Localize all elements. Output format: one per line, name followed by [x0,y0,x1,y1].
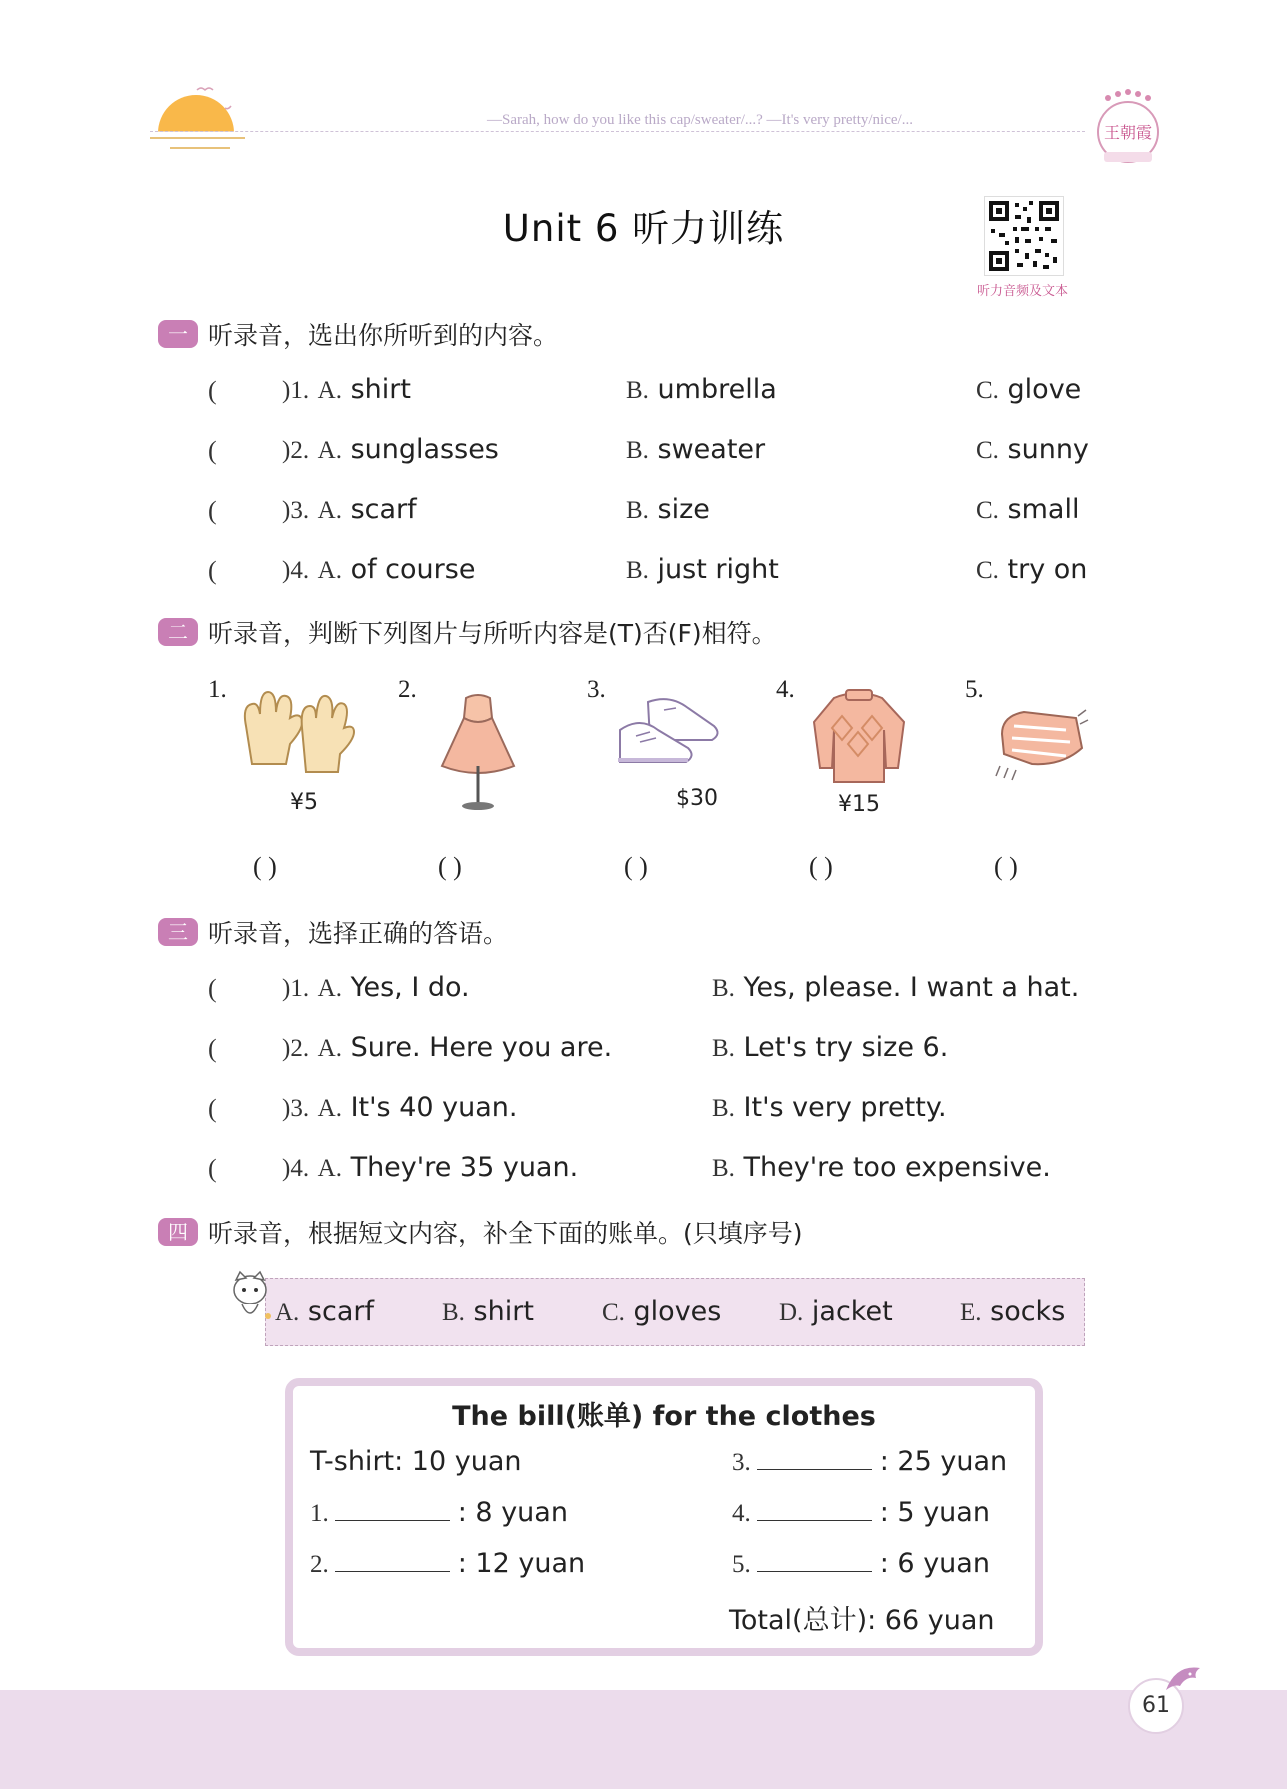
list-item: )2. A. Sure. Here you are. [282,1032,613,1063]
page-title: Unit 6 听力训练 [502,207,785,250]
bill-line-4: 4. : 5 yuan [732,1497,990,1528]
bill-line-1: 1. : 8 yuan [310,1497,568,1528]
section-badge: 一 [158,320,198,348]
option-c: C. glove [976,374,1082,405]
page-number: 61 [1128,1678,1184,1734]
word-bank-item: B. shirt [442,1296,534,1327]
option-c: C. try on [976,554,1088,585]
header-rule [150,131,1085,132]
sneakers-icon [614,688,726,784]
section-instruction: 听录音，选出你所听到的内容。 [208,321,559,350]
price-label: $30 [676,786,718,811]
blank-field[interactable] [757,1549,872,1572]
sun-divider [150,137,245,139]
word-bank-item: A. scarf [275,1296,374,1327]
answer-paren[interactable]: ( [208,1094,217,1123]
section-4-heading [158,1214,803,1250]
section-badge: 三 [158,918,198,946]
list-item: )1. A. Yes, I do. [282,972,470,1003]
blank-field[interactable] [757,1447,872,1470]
answer-paren[interactable]: ( [208,376,217,405]
picture-number: 5. [965,676,984,703]
answer-paren[interactable]: ( ) [624,852,648,881]
section-3-heading [158,914,508,950]
gloves-icon [236,686,368,782]
bill-tshirt: T-shirt: 10 yuan [310,1446,522,1477]
cat-mascot-icon [228,1270,272,1328]
section-badge: 四 [158,1218,198,1246]
answer-paren[interactable]: ( [208,1034,217,1063]
section-instruction: 听录音，选择正确的答语。 [208,919,509,948]
option-b: B. sweater [626,434,766,465]
answer-paren[interactable]: ( [208,974,217,1003]
section-2-heading [158,614,777,650]
picture-number: 3. [587,676,606,703]
option-b: B. Yes, please. I want a hat. [712,972,1080,1003]
option-b: B. just right [626,554,779,585]
list-item: )3. A. scarf [282,494,417,525]
section-instruction: 听录音，根据短文内容，补全下面的账单。(只填序号) [208,1219,803,1248]
option-b: B. size [626,494,710,525]
blank-field[interactable] [335,1498,450,1521]
bill-line-2: 2. : 12 yuan [310,1548,586,1579]
price-label: ¥15 [838,792,880,817]
word-bank-item: D. jacket [779,1296,893,1327]
word-bank-item: E. socks [960,1296,1066,1327]
picture-number: 1. [208,676,227,703]
list-item: )4. A. They're 35 yuan. [282,1152,579,1183]
picture-number: 4. [776,676,795,703]
list-item: )4. A. of course [282,554,476,585]
list-item: )3. A. It's 40 yuan. [282,1092,518,1123]
svg-text:王朝霞: 王朝霞 [1103,123,1153,142]
answer-paren[interactable]: ( ) [994,852,1018,881]
picture-number: 2. [398,676,417,703]
price-label: ¥5 [290,790,318,815]
section-instruction: 听录音，判断下列图片与所听内容是(T)否(F)相符。 [208,619,777,648]
option-b: B. It's very pretty. [712,1092,947,1123]
section-badge: 二 [158,618,198,646]
option-b: B. Let's try size 6. [712,1032,949,1063]
bird-icon [195,82,235,122]
sun-divider [170,147,230,149]
scarf-icon [994,704,1090,784]
bill-line-5: 5. : 6 yuan [732,1548,990,1579]
word-bank-item: C. gloves [602,1296,722,1327]
answer-paren[interactable]: ( [208,496,217,525]
answer-paren[interactable]: ( ) [438,852,462,881]
section-1-heading [158,316,558,352]
running-header: —Sarah, how do you like this cap/sweater/...? —It's very pretty/nice/... [487,112,913,128]
dolphin-icon [1160,1660,1210,1710]
blank-field[interactable] [335,1549,450,1572]
option-c: C. sunny [976,434,1089,465]
bill-total: Total(总计): 66 yuan [729,1605,995,1636]
qr-code-icon[interactable] [984,196,1064,276]
blank-field[interactable] [757,1498,872,1521]
answer-paren[interactable]: ( [208,556,217,585]
answer-paren[interactable]: ( ) [809,852,833,881]
list-item: )1. A. shirt [282,374,411,405]
option-b: B. They're too expensive. [712,1152,1051,1183]
answer-paren[interactable]: ( [208,1154,217,1183]
bill-title: The bill(账单) for the clothes [452,1401,876,1432]
option-c: C. small [976,494,1080,525]
page-footer [0,1690,1287,1789]
dress-icon [430,688,526,816]
answer-paren[interactable]: ( [208,436,217,465]
bill-line-3: 3. : 25 yuan [732,1446,1008,1477]
answer-paren[interactable]: ( ) [253,852,277,881]
wang-chao-xia-logo-icon [1088,88,1168,166]
qr-caption: 听力音频及文本 [976,284,1068,299]
list-item: )2. A. sunglasses [282,434,499,465]
sweater-icon [806,686,912,790]
option-b: B. umbrella [626,374,777,405]
